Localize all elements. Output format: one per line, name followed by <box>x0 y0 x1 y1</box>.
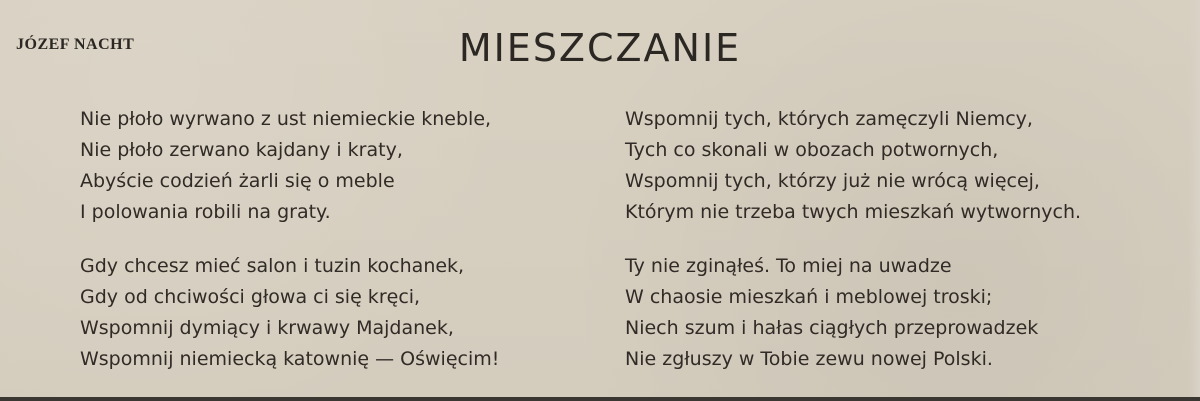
poem-line: Abyście codzień żarli się o meble <box>80 170 395 192</box>
poem-line: Którym nie trzeba twych mieszkań wytwornych. <box>625 201 1082 223</box>
poem-line: Gdy chcesz mieć salon i tuzin kochanek, <box>80 255 465 277</box>
poem-line: Nie zgłuszy w Tobie zewu nowej Polski. <box>625 348 993 370</box>
poem-line: Wspomnij niemiecką katownię — Oświęcim! <box>80 348 500 370</box>
author-name: JÓZEF NACHT <box>16 36 135 53</box>
poem-line: Wspomnij tych, którzy już nie wrócą więcej, <box>625 170 1040 192</box>
poem-line: Wspomnij tych, których zamęczyli Niemcy, <box>625 108 1033 130</box>
stanza <box>80 104 499 228</box>
poem-line: W chaosie mieszkań i meblowej troski; <box>625 286 993 308</box>
poem-line: Niech szum i hałas ciągłych przeprowadzek <box>625 317 1039 339</box>
poem-line: Ty nie zginąłeś. To miej na uwadze <box>625 255 952 277</box>
poem-line: I polowania robili na graty. <box>80 201 331 223</box>
poem-line: Tych co skonali w obozach potwornych, <box>625 139 999 161</box>
poem-column-right <box>625 104 1081 398</box>
page-edge-right <box>1188 0 1200 401</box>
poem-line: Gdy od chciwości głowa ci się kręci, <box>80 286 421 308</box>
stanza <box>80 251 499 375</box>
poem-line: Nie płoło zerwano kajdany i kraty, <box>80 139 403 161</box>
poem-line: Wspomnij dymiący i krwawy Majdanek, <box>80 317 454 339</box>
poem-column-left <box>80 104 499 398</box>
page-edge-bottom <box>0 397 1200 401</box>
stanza <box>625 104 1081 228</box>
poem-title: MIESZCZANIE <box>458 26 742 70</box>
poem-line: Nie płoło wyrwano z ust niemieckie kneble, <box>80 108 492 130</box>
stanza <box>625 251 1081 375</box>
